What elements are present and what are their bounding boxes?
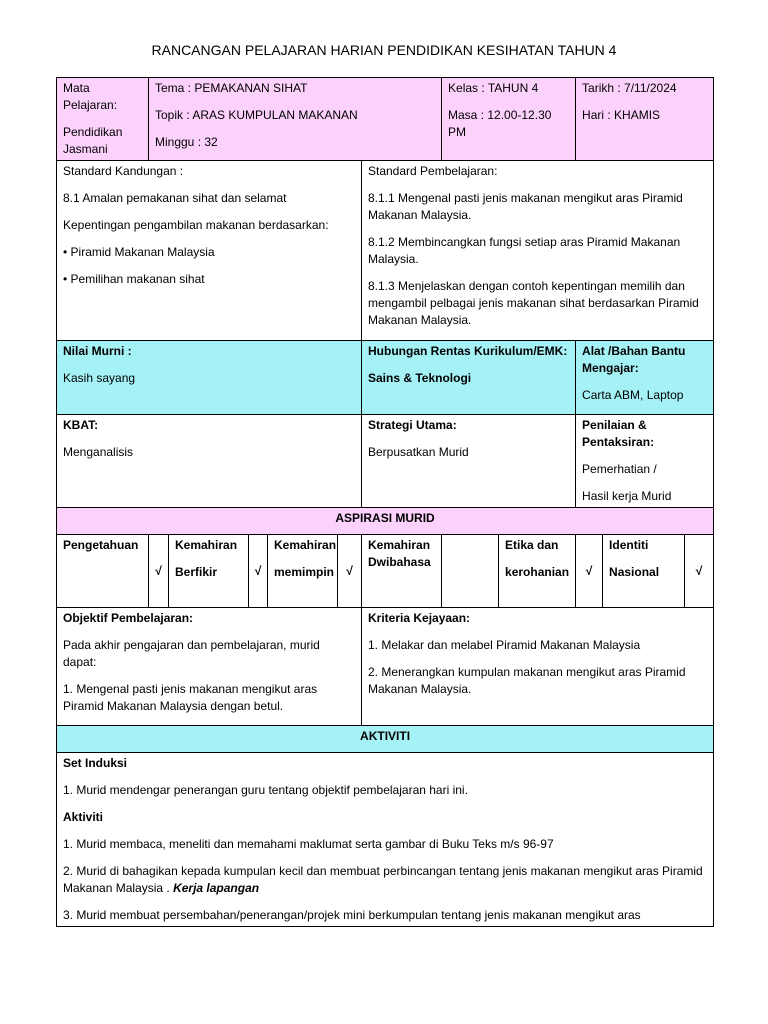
aktiviti-step-text: 2. Murid di bahagikan kepada kumpulan kecil dan membuat perbincangan tentang jenis makanan mengikut aras Piramid Makanan Malaysia . <box>63 864 703 895</box>
standard-pembelajaran-label: Standard Pembelajaran: <box>368 164 498 178</box>
penilaian-label: Penilaian & Pentaksiran: <box>582 418 655 449</box>
objektif-cell <box>57 608 362 726</box>
penilaian-value: Pemerhatian / <box>582 462 657 476</box>
hubungan-value: Sains & Teknologi <box>368 371 472 385</box>
kelas-text: Kelas : TAHUN 4 <box>448 81 539 95</box>
aspirasi-label: memimpin <box>274 565 335 579</box>
nilai-murni-label: Nilai Murni : <box>63 344 132 358</box>
aspirasi-berfikir <box>169 535 249 608</box>
kriteria-label: Kriteria Kejayaan: <box>368 611 471 625</box>
kriteria-item: 1. Melakar dan melabel Piramid Makanan Malaysia <box>368 638 641 652</box>
aktiviti-step: 1. Murid membaca, meneliti dan memahami maklumat serta gambar di Buku Teks m/s 96-97 <box>63 837 554 851</box>
aspirasi-identiti <box>603 535 685 608</box>
hubungan-cell <box>362 341 576 415</box>
aspirasi-label: Berfikir <box>175 565 218 579</box>
objektif-item: 1. Mengenal pasti jenis makanan mengikut aras Piramid Makanan Malaysia dengan betul. <box>63 682 318 713</box>
mata-pelajaran-cell <box>57 78 149 161</box>
hari-text: Hari : KHAMIS <box>582 108 661 122</box>
tick-mark: √ <box>576 535 603 608</box>
objektif-intro: Pada akhir pengajaran dan pembelajaran, murid dapat: <box>63 638 320 669</box>
aspirasi-heading: ASPIRASI MURID <box>57 508 714 535</box>
standard-kandungan-item: • Pemilihan makanan sihat <box>63 272 205 286</box>
kbat-value: Menganalisis <box>63 445 134 459</box>
standard-pembelajaran-cell <box>362 161 714 341</box>
aspirasi-label: Kemahiran <box>274 538 337 552</box>
penilaian-cell <box>576 415 714 508</box>
strategi-label: Strategi Utama: <box>368 418 457 432</box>
set-induksi-label: Set Induksi <box>63 756 128 770</box>
tick-mark: √ <box>685 535 714 608</box>
alat-value: Carta ABM, Laptop <box>582 388 684 402</box>
aspirasi-dwibahasa <box>362 535 442 608</box>
mata-pelajaran-label: Mata Pelajaran: <box>63 81 118 112</box>
tick-mark: √ <box>149 535 169 608</box>
aktiviti-heading: AKTIVITI <box>57 726 714 753</box>
strategi-value: Berpusatkan Murid <box>368 445 469 459</box>
aspirasi-label: Kemahiran <box>368 538 431 552</box>
tema-text: Tema : PEMAKANAN SIHAT <box>155 81 308 95</box>
mata-pelajaran-value: Pendidikan Jasmani <box>63 125 123 156</box>
aktiviti-step-emphasis: Kerja lapangan <box>173 881 260 895</box>
standard-kandungan-label: Standard Kandungan : <box>63 164 184 178</box>
aspirasi-etika <box>499 535 576 608</box>
masa-text: Masa : 12.00-12.30 PM <box>448 108 552 139</box>
aktiviti-step: 3. Murid membuat persembahan/penerangan/projek mini berkumpulan tentang jenis makanan mengikut aras <box>63 908 641 922</box>
standard-pembelajaran-item: 8.1.2 Membincangkan fungsi setiap aras Piramid Makanan Malaysia. <box>368 235 681 266</box>
nilai-murni-cell <box>57 341 362 415</box>
topik-text: Topik : ARAS KUMPULAN MAKANAN <box>155 108 358 122</box>
standard-kandungan-item: Kepentingan pengambilan makanan berdasarkan: <box>63 218 329 232</box>
strategi-cell <box>362 415 576 508</box>
tick-mark: √ <box>338 535 362 608</box>
aspirasi-label: Etika dan <box>505 538 559 552</box>
standard-pembelajaran-item: 8.1.1 Mengenal pasti jenis makanan mengikut aras Piramid Makanan Malaysia. <box>368 191 683 222</box>
aspirasi-label: Pengetahuan <box>63 538 139 552</box>
set-induksi-step: 1. Murid mendengar penerangan guru tentang objektif pembelajaran hari ini. <box>63 783 468 797</box>
lesson-plan-table <box>56 77 714 927</box>
aktiviti-step <box>63 863 707 897</box>
aspirasi-label: Identiti <box>609 538 649 552</box>
nilai-murni-value: Kasih sayang <box>63 371 136 385</box>
alat-label: Alat /Bahan Bantu Mengajar: <box>582 344 686 375</box>
aspirasi-pengetahuan <box>57 535 149 608</box>
alat-cell <box>576 341 714 415</box>
hubungan-label: Hubungan Rentas Kurikulum/EMK: <box>368 344 568 358</box>
standard-kandungan-item: 8.1 Amalan pemakanan sihat dan selamat <box>63 191 287 205</box>
kbat-cell <box>57 415 362 508</box>
kelas-cell <box>442 78 576 161</box>
kriteria-cell <box>362 608 714 726</box>
standard-kandungan-cell <box>57 161 362 341</box>
kriteria-item: 2. Menerangkan kumpulan makanan mengikut aras Piramid Makanan Malaysia. <box>368 665 686 696</box>
aspirasi-memimpin <box>268 535 338 608</box>
tarikh-cell <box>576 78 714 161</box>
tick-mark <box>442 535 499 608</box>
kbat-label: KBAT: <box>63 418 99 432</box>
aspirasi-label: Kemahiran <box>175 538 238 552</box>
aktiviti-cell <box>57 753 714 927</box>
minggu-text: Minggu : 32 <box>155 135 218 149</box>
aspirasi-label: Nasional <box>609 565 660 579</box>
aspirasi-label: kerohanian <box>505 565 570 579</box>
tick-mark: √ <box>249 535 268 608</box>
aktiviti-label: Aktiviti <box>63 810 104 824</box>
document-title: RANCANGAN PELAJARAN HARIAN PENDIDIKAN KESIHATAN TAHUN 4 <box>151 42 617 58</box>
standard-kandungan-item: • Piramid Makanan Malaysia <box>63 245 215 259</box>
objektif-label: Objektif Pembelajaran: <box>63 611 194 625</box>
standard-pembelajaran-item: 8.1.3 Menjelaskan dengan contoh kepentingan memilih dan mengambil pelbagai jenis makanan sihat berdasarkan Piramid Makanan Malaysia. <box>368 279 699 327</box>
tarikh-text: Tarikh : 7/11/2024 <box>582 81 677 95</box>
penilaian-value: Hasil kerja Murid <box>582 489 672 503</box>
aspirasi-label: Dwibahasa <box>368 555 431 569</box>
tema-cell <box>149 78 442 161</box>
